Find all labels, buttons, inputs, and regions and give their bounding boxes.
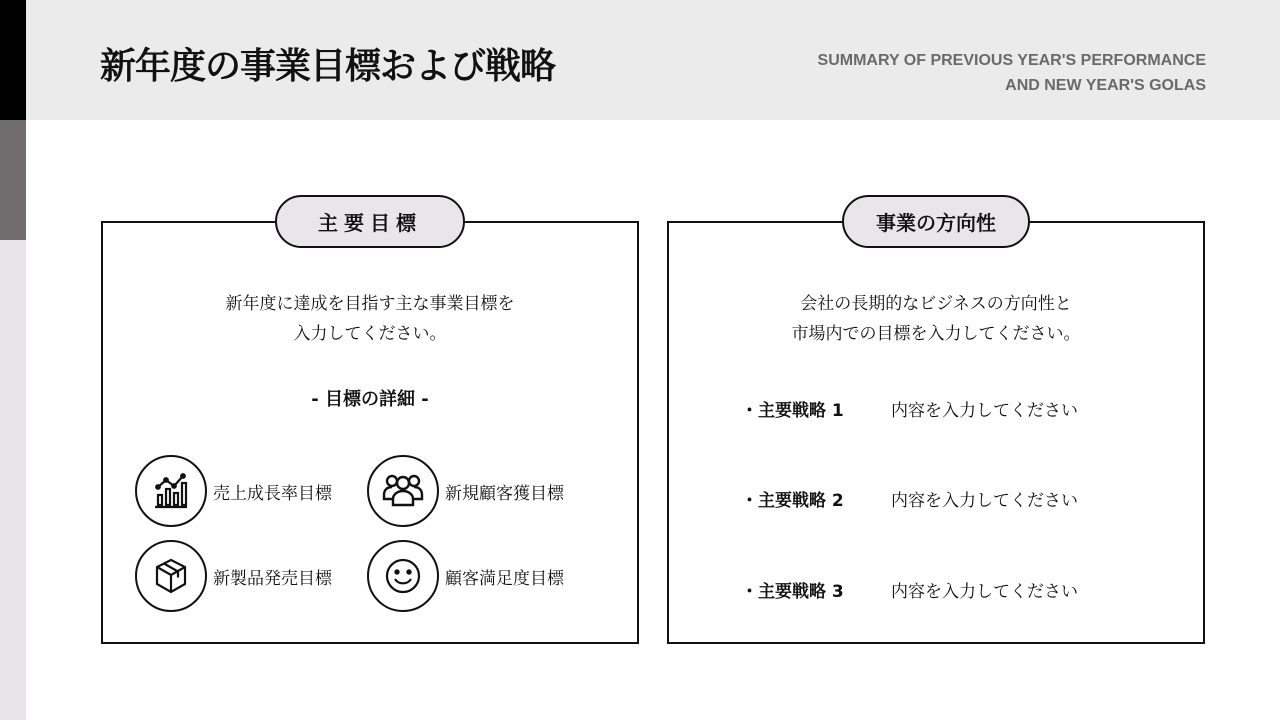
goal-item	[135, 540, 332, 612]
desc-line: 市場内での目標を入力してください。	[791, 324, 1081, 344]
smile-icon	[367, 540, 439, 612]
goal-item	[135, 455, 332, 527]
strategy-row	[741, 396, 1078, 421]
goal-item	[367, 540, 564, 612]
page-title: 新年度の事業目標および戦略	[100, 46, 556, 87]
strategy-value: 内容を入力してください	[891, 401, 1078, 421]
panel-description	[103, 289, 637, 349]
strategy-label: ・主要戦略 3	[741, 582, 844, 602]
strategy-value: 内容を入力してください	[891, 491, 1078, 511]
panel-title: 主要目標	[275, 195, 465, 248]
strategy-label: ・主要戦略 1	[741, 401, 844, 421]
strategy-row	[741, 486, 1078, 511]
users-icon	[367, 455, 439, 527]
goal-label: 顧客満足度目標	[445, 568, 564, 589]
goal-item	[367, 455, 564, 527]
panel-description	[669, 289, 1203, 349]
goal-label: 新製品発売目標	[213, 568, 332, 589]
side-accent-gray	[0, 120, 26, 240]
strategy-row	[741, 577, 1078, 602]
page-subtitle	[818, 48, 1206, 98]
goal-label: 売上成長率目標	[213, 483, 332, 504]
business-direction-panel	[667, 211, 1205, 644]
side-accent-light	[0, 240, 26, 720]
main-goals-panel	[101, 211, 639, 644]
chart-growth-icon	[135, 455, 207, 527]
box-icon	[135, 540, 207, 612]
desc-line: 新年度に達成を目指す主な事業目標を	[225, 294, 515, 314]
subtitle-line: SUMMARY OF PREVIOUS YEAR'S PERFORMANCE	[817, 52, 1206, 69]
strategy-label: ・主要戦略 2	[741, 491, 844, 511]
panel-title: 事業の方向性	[842, 195, 1030, 248]
goal-label: 新規顧客獲目標	[445, 483, 564, 504]
desc-line: 入力してください。	[293, 324, 447, 344]
desc-line: 会社の長期的なビジネスの方向性と	[800, 294, 1072, 314]
strategy-value: 内容を入力してください	[891, 582, 1078, 602]
detail-heading: - 目標の詳細 -	[311, 389, 429, 410]
subtitle-line: AND NEW YEAR'S GOLAS	[1005, 77, 1206, 94]
side-accent-black	[0, 0, 26, 120]
